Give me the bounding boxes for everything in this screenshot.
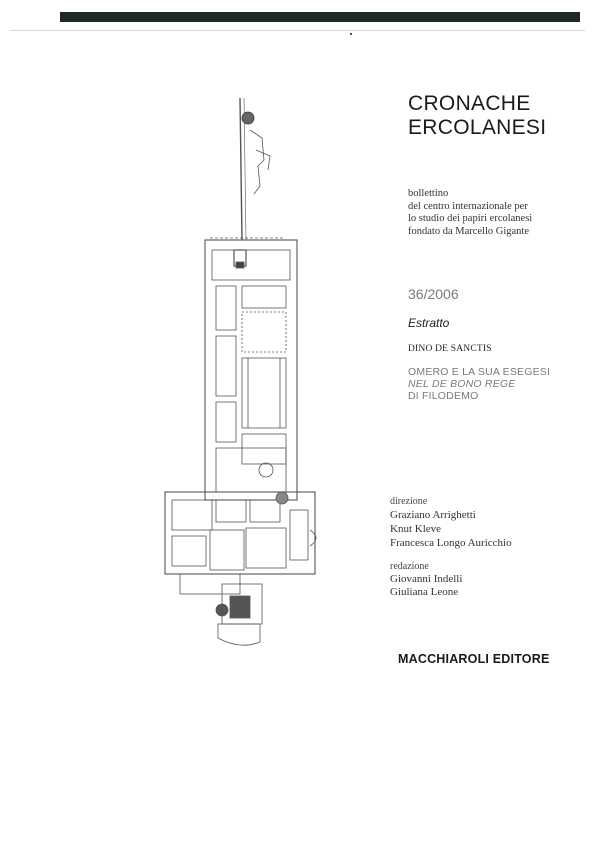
description-line: lo studio dei papiri ercolanesi bbox=[408, 213, 533, 224]
villa-floor-plan-illustration bbox=[150, 90, 390, 660]
description-line: del centro internazionale per bbox=[408, 200, 528, 212]
journal-title-line1: CRONACHE bbox=[408, 92, 531, 115]
scan-speck bbox=[350, 33, 352, 35]
journal-title bbox=[408, 92, 546, 140]
article-title-line3: DI FILODEMO bbox=[408, 390, 479, 402]
article-title bbox=[408, 366, 550, 402]
article-author: DINO DE SANCTIS bbox=[408, 344, 492, 354]
publisher-name: MACCHIAROLI EDITORE bbox=[398, 652, 550, 666]
article-title-line1: OMERO E LA SUA ESEGESI bbox=[408, 366, 551, 378]
description-line: bollettino bbox=[408, 188, 449, 199]
article-title-line2 bbox=[408, 378, 550, 390]
redazione-label: redazione bbox=[390, 561, 429, 572]
editor-name: Graziano Arrighetti bbox=[390, 509, 476, 521]
article-title-line2-prefix: NEL bbox=[408, 378, 432, 390]
description-line: fondato da Marcello Gigante bbox=[408, 225, 529, 237]
redazione-block bbox=[390, 561, 590, 599]
direzione-label: direzione bbox=[390, 496, 428, 507]
editor-name: Francesca Longo Auricchio bbox=[390, 537, 512, 549]
editor-name: Giuliana Leone bbox=[390, 586, 459, 598]
article-title-line2-italic: DE BONO REGE bbox=[431, 378, 516, 390]
journal-description bbox=[408, 188, 588, 238]
editor-name: Knut Kleve bbox=[390, 523, 442, 535]
volume-number: 36/2006 bbox=[408, 286, 459, 302]
header-rule bbox=[10, 30, 585, 31]
editor-name: Giovanni Indelli bbox=[390, 573, 463, 585]
direzione-block bbox=[390, 496, 590, 550]
extract-label: Estratto bbox=[408, 316, 450, 330]
journal-title-line2: ERCOLANESI bbox=[408, 116, 547, 139]
header-bar bbox=[60, 12, 580, 22]
